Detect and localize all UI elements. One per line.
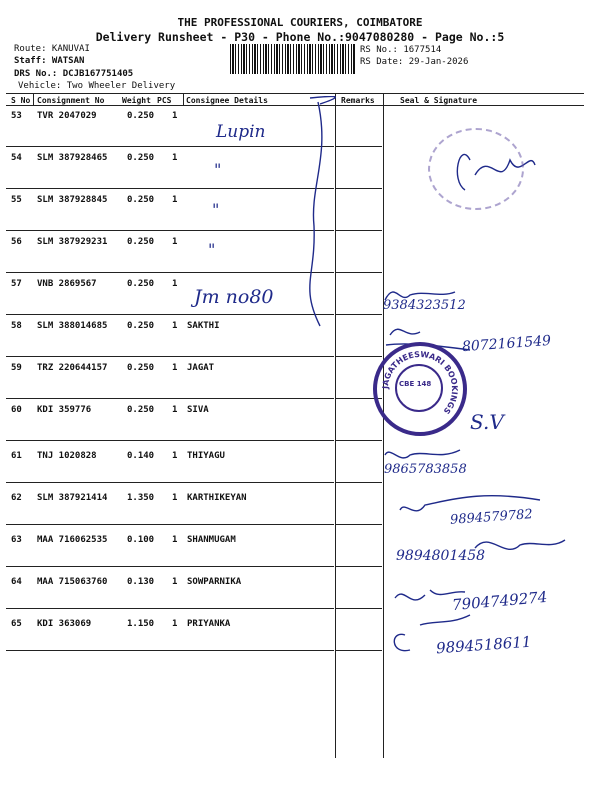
row-pcs: 1: [172, 405, 178, 415]
row-separator: [6, 230, 334, 231]
row-separator: [6, 356, 334, 357]
row-separator: [6, 482, 334, 483]
remarks-separator: [336, 608, 382, 609]
row-pcs: 1: [172, 111, 178, 121]
row-consignee: SHANMUGAM: [187, 535, 236, 545]
handwritten-ditto-55: ": [212, 200, 220, 219]
row-pcs: 1: [172, 577, 178, 587]
row-consignee: JAGAT: [187, 363, 215, 373]
round-seal-code: CBE 148: [399, 380, 432, 388]
row-sno: 61: [11, 451, 22, 461]
row-weight: 0.250: [127, 111, 155, 121]
row-consignment: SLM 387921414: [37, 493, 108, 503]
rs-date: RS Date: 29-Jan-2026: [360, 57, 469, 67]
handwritten-phone-57: 9384323512: [383, 298, 466, 313]
row-consignment: TRZ 220644157: [37, 363, 108, 373]
row-pcs: 1: [172, 493, 178, 503]
round-seal-text: [377, 346, 463, 432]
row-consignee: SAKTHI: [187, 321, 220, 331]
row-separator: [6, 272, 334, 273]
row-consignee: KARTHIKEYAN: [187, 493, 247, 503]
row-consignment: VNB 2869567: [37, 279, 97, 289]
row-pcs: 1: [172, 195, 178, 205]
barcode: [230, 44, 356, 74]
company-title: THE PROFESSIONAL COURIERS, COIMBATORE: [177, 16, 423, 29]
round-seal-arc-text: JAGATHEESWARI BOOKINGS: [380, 349, 460, 416]
drs-number: DRS No.: DCJB167751405: [14, 69, 134, 79]
row-consignee: SOWPARNIKA: [187, 577, 242, 587]
handwritten-phone-58: 8072161549: [461, 332, 552, 356]
remarks-separator: [336, 566, 382, 567]
row-pcs: 1: [172, 535, 178, 545]
row-pcs: 1: [172, 363, 178, 373]
row-weight: 0.250: [127, 279, 155, 289]
handwritten-phone-61: 9865783858: [384, 462, 467, 477]
row-consignment: KDI 363069: [37, 619, 92, 629]
row-separator: [6, 314, 334, 315]
remarks-separator: [336, 356, 382, 357]
row-sno: 59: [11, 363, 22, 373]
row-consignment: SLM 387928845: [37, 195, 108, 205]
row-sno: 65: [11, 619, 22, 629]
row-sno: 62: [11, 493, 22, 503]
handwritten-phone-63: 9894801458: [396, 548, 486, 564]
row-weight: 0.250: [127, 321, 155, 331]
staff-label: Staff: WATSAN: [14, 56, 85, 66]
col-consignee: Consignee Details: [186, 96, 268, 105]
row-consignment: TVR 2047029: [37, 111, 97, 121]
row-separator: [6, 440, 334, 441]
row-separator: [6, 188, 334, 189]
row-consignment: KDI 359776: [37, 405, 92, 415]
row-separator: [6, 650, 334, 651]
row-weight: 0.250: [127, 363, 155, 373]
row-sno: 56: [11, 237, 22, 247]
row-weight: 0.250: [127, 405, 155, 415]
remarks-separator: [336, 482, 382, 483]
row-consignee: THIYAGU: [187, 451, 225, 461]
handwritten-note-53: Lupin: [216, 122, 266, 142]
handwritten-phone-62: 9894579782: [449, 507, 534, 528]
row-sno: 53: [11, 111, 22, 121]
faded-seal-stamp: [428, 128, 524, 210]
rs-number: RS No.: 1677514: [360, 45, 442, 55]
vehicle-label: Vehicle: Two Wheeler Delivery: [18, 81, 176, 91]
row-consignment: MAA 715063760: [37, 577, 108, 587]
row-consignment: SLM 388014685: [37, 321, 108, 331]
row-pcs: 1: [172, 237, 178, 247]
handwritten-phone-65: 9894518611: [435, 632, 532, 658]
handwritten-note-57: Jm no80: [194, 286, 274, 308]
row-weight: 1.150: [127, 619, 155, 629]
row-consignee: SIVA: [187, 405, 209, 415]
table-top-border: [6, 93, 584, 94]
row-sno: 55: [11, 195, 22, 205]
handwritten-phone-64: 7904749274: [451, 587, 549, 615]
row-weight: 0.250: [127, 153, 155, 163]
row-pcs: 1: [172, 619, 178, 629]
row-pcs: 1: [172, 279, 178, 289]
runsheet-subtitle: Delivery Runsheet - P30 - Phone No.:9047080280 - Page No.:5: [95, 30, 505, 44]
row-separator: [6, 146, 334, 147]
row-weight: 0.250: [127, 237, 155, 247]
col-consignment: Consignment No: [37, 96, 105, 105]
handwritten-brace: [290, 96, 390, 336]
row-pcs: 1: [172, 451, 178, 461]
row-weight: 1.350: [127, 493, 155, 503]
row-weight: 0.140: [127, 451, 155, 461]
row-sno: 63: [11, 535, 22, 545]
row-weight: 0.250: [127, 195, 155, 205]
col-weight: Weight: [122, 96, 151, 105]
remarks-separator: [336, 440, 382, 441]
col-remarks: Remarks: [341, 96, 375, 105]
col-divider: [33, 93, 34, 105]
row-consignment: SLM 387929231: [37, 237, 108, 247]
handwritten-ditto-54: ": [214, 160, 222, 179]
handwritten-signature-60: S.V: [470, 410, 504, 434]
row-separator: [6, 398, 334, 399]
row-sno: 64: [11, 577, 22, 587]
round-seal-stamp: [373, 342, 467, 436]
row-pcs: 1: [172, 153, 178, 163]
remarks-separator: [336, 650, 382, 651]
row-consignment: TNJ 1020828: [37, 451, 97, 461]
row-consignee: PRIYANKA: [187, 619, 231, 629]
row-sno: 60: [11, 405, 22, 415]
row-weight: 0.130: [127, 577, 155, 587]
col-sno: S No: [11, 96, 31, 105]
row-sno: 54: [11, 153, 22, 163]
col-seal-signature: Seal & Signature: [400, 96, 478, 105]
row-separator: [6, 608, 334, 609]
route-label: Route: KANUVAI: [14, 44, 90, 54]
row-consignment: SLM 387928465: [37, 153, 108, 163]
col-pcs: PCS: [157, 96, 172, 105]
handwritten-ditto-56: ": [208, 240, 216, 259]
row-separator: [6, 566, 334, 567]
row-sno: 57: [11, 279, 22, 289]
row-consignment: MAA 716062535: [37, 535, 108, 545]
col-divider: [183, 93, 184, 105]
row-sno: 58: [11, 321, 22, 331]
remarks-separator: [336, 524, 382, 525]
row-pcs: 1: [172, 321, 178, 331]
row-separator: [6, 524, 334, 525]
row-weight: 0.100: [127, 535, 155, 545]
